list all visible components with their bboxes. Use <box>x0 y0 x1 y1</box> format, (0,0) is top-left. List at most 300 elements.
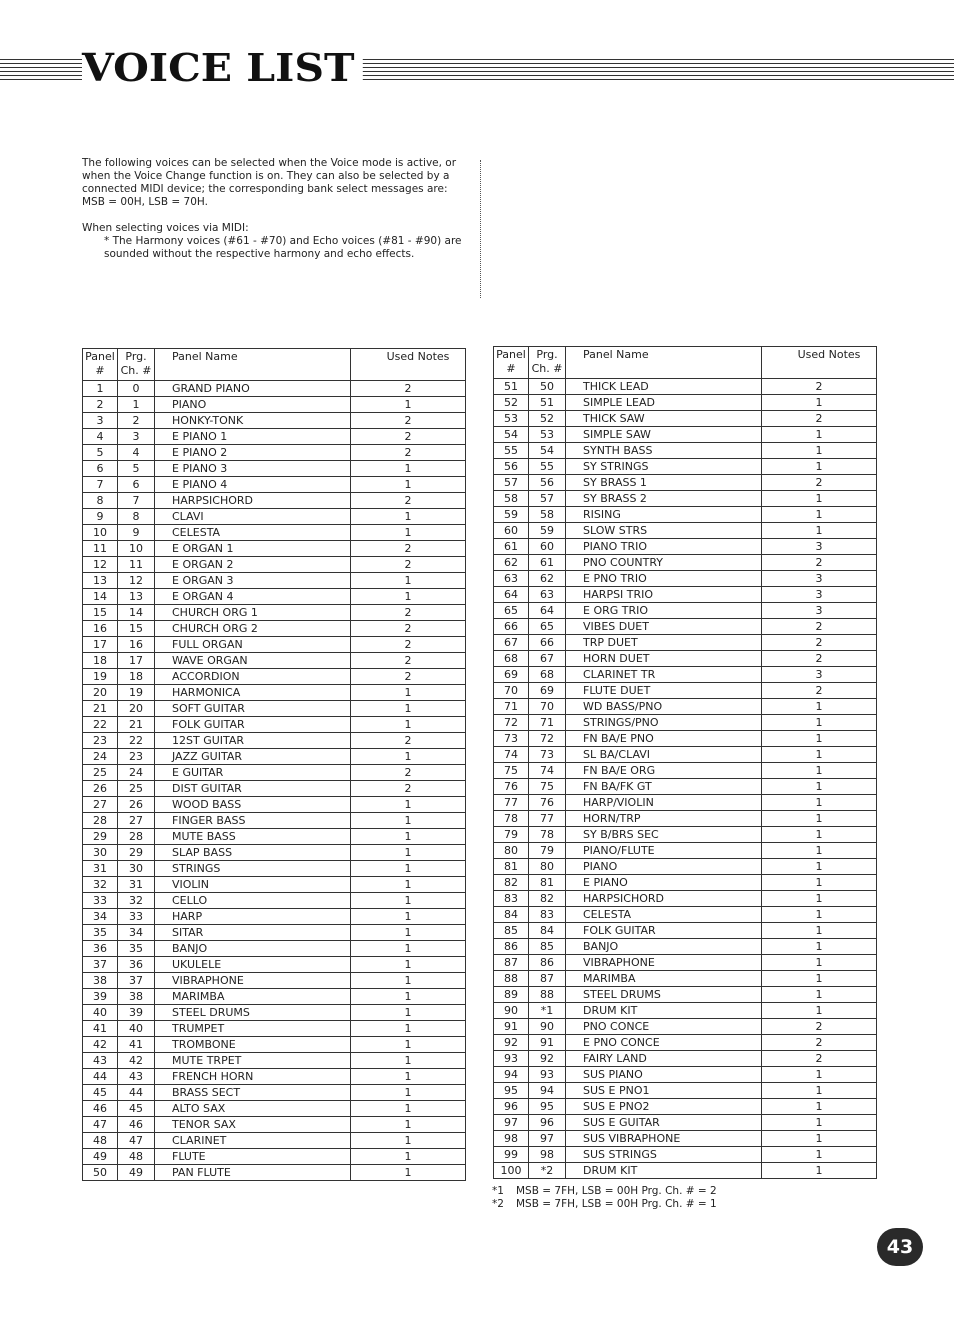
cell-prg-channel: 5 <box>118 461 155 477</box>
cell-used-notes: 1 <box>762 779 877 795</box>
table-row <box>494 475 877 491</box>
cell-prg-channel: 28 <box>118 829 155 845</box>
cell-panel-name: STEEL DRUMS <box>155 1005 351 1021</box>
cell-used-notes: 1 <box>351 861 466 877</box>
cell-panel-number: 69 <box>494 667 529 683</box>
cell-panel-number: 51 <box>494 379 529 395</box>
cell-panel-name: ALTO SAX <box>155 1101 351 1117</box>
cell-prg-channel: 42 <box>118 1053 155 1069</box>
cell-panel-number: 48 <box>83 1133 118 1149</box>
cell-panel-name: E PIANO <box>566 875 762 891</box>
table-row <box>494 523 877 539</box>
cell-panel-number: 60 <box>494 523 529 539</box>
cell-panel-name: E PNO TRIO <box>566 571 762 587</box>
cell-prg-channel: 45 <box>118 1101 155 1117</box>
table-row <box>494 843 877 859</box>
table-row <box>494 699 877 715</box>
table-row <box>83 925 466 941</box>
cell-panel-number: 62 <box>494 555 529 571</box>
header-used-notes: Used Notes <box>351 349 466 381</box>
table-row <box>83 701 466 717</box>
cell-prg-channel: 1 <box>118 397 155 413</box>
cell-panel-name: SUS E GUITAR <box>566 1115 762 1131</box>
table-row <box>83 1053 466 1069</box>
table-row <box>494 555 877 571</box>
cell-used-notes: 1 <box>351 909 466 925</box>
table-row <box>494 1003 877 1019</box>
cell-used-notes: 1 <box>762 987 877 1003</box>
table-row <box>83 845 466 861</box>
cell-panel-number: 29 <box>83 829 118 845</box>
cell-panel-number: 12 <box>83 557 118 573</box>
cell-used-notes: 1 <box>351 397 466 413</box>
cell-prg-channel: *1 <box>529 1003 566 1019</box>
cell-panel-name: SY STRINGS <box>566 459 762 475</box>
table-row <box>83 1133 466 1149</box>
cell-panel-name: CELLO <box>155 893 351 909</box>
cell-prg-channel: 35 <box>118 941 155 957</box>
cell-panel-name: E ORGAN 2 <box>155 557 351 573</box>
table-row <box>83 461 466 477</box>
cell-prg-channel: 88 <box>529 987 566 1003</box>
cell-prg-channel: 47 <box>118 1133 155 1149</box>
cell-prg-channel: 68 <box>529 667 566 683</box>
cell-prg-channel: 30 <box>118 861 155 877</box>
cell-panel-number: 11 <box>83 541 118 557</box>
cell-panel-number: 82 <box>494 875 529 891</box>
footnote-mark: *1 <box>492 1185 504 1197</box>
cell-prg-channel: 74 <box>529 763 566 779</box>
table-row <box>83 685 466 701</box>
cell-prg-channel: 92 <box>529 1051 566 1067</box>
cell-prg-channel: 3 <box>118 429 155 445</box>
cell-used-notes: 1 <box>351 525 466 541</box>
cell-prg-channel: 12 <box>118 573 155 589</box>
table-row <box>494 891 877 907</box>
cell-used-notes: 1 <box>351 1117 466 1133</box>
cell-used-notes: 1 <box>762 1099 877 1115</box>
header-prg: Prg. Ch. # <box>529 347 566 379</box>
cell-panel-number: 85 <box>494 923 529 939</box>
cell-used-notes: 1 <box>762 731 877 747</box>
cell-used-notes: 2 <box>351 541 466 557</box>
cell-panel-name: UKULELE <box>155 957 351 973</box>
table-row <box>83 413 466 429</box>
cell-panel-name: E ORGAN 4 <box>155 589 351 605</box>
cell-used-notes: 3 <box>762 571 877 587</box>
cell-panel-name: CLAVI <box>155 509 351 525</box>
footnote-2 <box>492 1198 717 1211</box>
table-row <box>494 379 877 395</box>
cell-panel-number: 94 <box>494 1067 529 1083</box>
cell-used-notes: 2 <box>762 1051 877 1067</box>
cell-used-notes: 1 <box>762 891 877 907</box>
footnote-1 <box>492 1185 717 1198</box>
cell-panel-name: HARPSICHORD <box>566 891 762 907</box>
cell-prg-channel: 72 <box>529 731 566 747</box>
cell-prg-channel: 21 <box>118 717 155 733</box>
voice-table-left <box>82 348 466 1181</box>
cell-panel-name: TRP DUET <box>566 635 762 651</box>
cell-prg-channel: 84 <box>529 923 566 939</box>
cell-panel-name: PIANO <box>155 397 351 413</box>
cell-panel-number: 84 <box>494 907 529 923</box>
cell-used-notes: 1 <box>351 1069 466 1085</box>
cell-prg-channel: 82 <box>529 891 566 907</box>
table-row <box>494 795 877 811</box>
cell-prg-channel: 87 <box>529 971 566 987</box>
cell-used-notes: 2 <box>762 411 877 427</box>
cell-panel-number: 52 <box>494 395 529 411</box>
cell-used-notes: 1 <box>762 1163 877 1179</box>
cell-panel-number: 21 <box>83 701 118 717</box>
cell-prg-channel: 37 <box>118 973 155 989</box>
cell-panel-number: 37 <box>83 957 118 973</box>
table-row <box>494 779 877 795</box>
cell-panel-name: THICK SAW <box>566 411 762 427</box>
cell-prg-channel: 61 <box>529 555 566 571</box>
cell-used-notes: 1 <box>351 1101 466 1117</box>
cell-panel-name: SOFT GUITAR <box>155 701 351 717</box>
cell-panel-number: 8 <box>83 493 118 509</box>
table-row <box>83 493 466 509</box>
cell-prg-channel: 86 <box>529 955 566 971</box>
table-row <box>83 829 466 845</box>
cell-used-notes: 2 <box>351 413 466 429</box>
cell-prg-channel: 60 <box>529 539 566 555</box>
table-row <box>83 573 466 589</box>
cell-prg-channel: 80 <box>529 859 566 875</box>
table-row <box>83 717 466 733</box>
cell-panel-name: PIANO TRIO <box>566 539 762 555</box>
cell-prg-channel: 25 <box>118 781 155 797</box>
table-row <box>83 669 466 685</box>
cell-used-notes: 1 <box>762 523 877 539</box>
cell-used-notes: 1 <box>762 459 877 475</box>
cell-used-notes: 2 <box>762 1035 877 1051</box>
cell-panel-number: 55 <box>494 443 529 459</box>
cell-panel-name: SY B/BRS SEC <box>566 827 762 843</box>
cell-panel-name: HORN/TRP <box>566 811 762 827</box>
cell-panel-number: 59 <box>494 507 529 523</box>
cell-panel-name: HORN DUET <box>566 651 762 667</box>
cell-panel-number: 49 <box>83 1149 118 1165</box>
cell-panel-number: 96 <box>494 1099 529 1115</box>
cell-prg-channel: 11 <box>118 557 155 573</box>
cell-panel-number: 90 <box>494 1003 529 1019</box>
cell-prg-channel: 77 <box>529 811 566 827</box>
cell-used-notes: 1 <box>762 715 877 731</box>
cell-used-notes: 2 <box>351 781 466 797</box>
table-row <box>494 1163 877 1179</box>
cell-panel-number: 65 <box>494 603 529 619</box>
cell-used-notes: 2 <box>351 381 466 397</box>
cell-panel-name: FN BA/FK GT <box>566 779 762 795</box>
cell-panel-name: BANJO <box>566 939 762 955</box>
cell-panel-name: PIANO/FLUTE <box>566 843 762 859</box>
table-row <box>494 955 877 971</box>
cell-panel-number: 70 <box>494 683 529 699</box>
cell-panel-number: 67 <box>494 635 529 651</box>
table-row <box>83 973 466 989</box>
cell-panel-name: SL BA/CLAVI <box>566 747 762 763</box>
table-row <box>494 1147 877 1163</box>
cell-panel-number: 47 <box>83 1117 118 1133</box>
cell-panel-name: ACCORDION <box>155 669 351 685</box>
cell-panel-name: MUTE BASS <box>155 829 351 845</box>
cell-prg-channel: 50 <box>529 379 566 395</box>
cell-panel-name: E ORGAN 3 <box>155 573 351 589</box>
table-row <box>494 443 877 459</box>
table-row <box>494 619 877 635</box>
cell-used-notes: 1 <box>762 811 877 827</box>
cell-panel-name: FOLK GUITAR <box>155 717 351 733</box>
table-row <box>494 875 877 891</box>
cell-used-notes: 1 <box>351 509 466 525</box>
cell-prg-channel: 79 <box>529 843 566 859</box>
cell-panel-name: FLUTE <box>155 1149 351 1165</box>
cell-panel-number: 31 <box>83 861 118 877</box>
cell-panel-number: 39 <box>83 989 118 1005</box>
cell-panel-number: 1 <box>83 381 118 397</box>
cell-used-notes: 1 <box>762 747 877 763</box>
table-row <box>83 1037 466 1053</box>
cell-prg-channel: 10 <box>118 541 155 557</box>
cell-prg-channel: 23 <box>118 749 155 765</box>
cell-panel-number: 73 <box>494 731 529 747</box>
cell-prg-channel: *2 <box>529 1163 566 1179</box>
cell-used-notes: 2 <box>762 555 877 571</box>
cell-panel-name: E PNO CONCE <box>566 1035 762 1051</box>
cell-panel-number: 93 <box>494 1051 529 1067</box>
cell-prg-channel: 62 <box>529 571 566 587</box>
cell-prg-channel: 19 <box>118 685 155 701</box>
table-row <box>83 909 466 925</box>
cell-prg-channel: 31 <box>118 877 155 893</box>
cell-panel-number: 91 <box>494 1019 529 1035</box>
cell-panel-name: PIANO <box>566 859 762 875</box>
cell-panel-number: 50 <box>83 1165 118 1181</box>
table-row <box>494 539 877 555</box>
cell-panel-name: SUS VIBRAPHONE <box>566 1131 762 1147</box>
cell-panel-name: SITAR <box>155 925 351 941</box>
cell-used-notes: 1 <box>351 1165 466 1181</box>
cell-panel-name: CHURCH ORG 2 <box>155 621 351 637</box>
table-row <box>83 1085 466 1101</box>
cell-used-notes: 1 <box>351 989 466 1005</box>
cell-panel-number: 92 <box>494 1035 529 1051</box>
cell-panel-name: STRINGS/PNO <box>566 715 762 731</box>
cell-panel-number: 89 <box>494 987 529 1003</box>
cell-prg-channel: 94 <box>529 1083 566 1099</box>
table-row <box>83 797 466 813</box>
cell-panel-number: 4 <box>83 429 118 445</box>
cell-panel-name: BANJO <box>155 941 351 957</box>
table-row <box>494 811 877 827</box>
table-row <box>83 477 466 493</box>
cell-used-notes: 1 <box>762 1131 877 1147</box>
intro-text <box>82 157 467 261</box>
cell-used-notes: 3 <box>762 587 877 603</box>
table-row <box>494 411 877 427</box>
table-row <box>494 1131 877 1147</box>
cell-prg-channel: 39 <box>118 1005 155 1021</box>
cell-used-notes: 2 <box>351 637 466 653</box>
cell-panel-name: HARMONICA <box>155 685 351 701</box>
cell-prg-channel: 27 <box>118 813 155 829</box>
table-row <box>494 587 877 603</box>
cell-panel-number: 16 <box>83 621 118 637</box>
table-row <box>83 813 466 829</box>
cell-prg-channel: 8 <box>118 509 155 525</box>
cell-prg-channel: 97 <box>529 1131 566 1147</box>
cell-used-notes: 1 <box>351 877 466 893</box>
cell-panel-name: HARPSI TRIO <box>566 587 762 603</box>
cell-prg-channel: 67 <box>529 651 566 667</box>
cell-panel-name: MARIMBA <box>155 989 351 1005</box>
table-row <box>83 1165 466 1181</box>
footnotes <box>492 1185 717 1211</box>
table-row <box>494 459 877 475</box>
cell-used-notes: 1 <box>351 797 466 813</box>
cell-panel-name: CELESTA <box>566 907 762 923</box>
table-row <box>494 1099 877 1115</box>
cell-used-notes: 1 <box>762 1083 877 1099</box>
cell-panel-number: 15 <box>83 605 118 621</box>
header-prg: Prg. Ch. # <box>118 349 155 381</box>
cell-used-notes: 2 <box>762 379 877 395</box>
cell-prg-channel: 29 <box>118 845 155 861</box>
table-row <box>83 877 466 893</box>
cell-panel-number: 43 <box>83 1053 118 1069</box>
cell-prg-channel: 65 <box>529 619 566 635</box>
cell-used-notes: 1 <box>762 507 877 523</box>
cell-used-notes: 1 <box>762 971 877 987</box>
cell-panel-number: 17 <box>83 637 118 653</box>
header-panel-name: Panel Name <box>155 349 351 381</box>
cell-used-notes: 2 <box>762 635 877 651</box>
cell-panel-number: 63 <box>494 571 529 587</box>
cell-prg-channel: 76 <box>529 795 566 811</box>
dotted-divider <box>480 160 481 298</box>
cell-used-notes: 2 <box>351 669 466 685</box>
cell-used-notes: 1 <box>762 827 877 843</box>
cell-panel-name: DRUM KIT <box>566 1003 762 1019</box>
table-row <box>83 1005 466 1021</box>
cell-panel-name: SIMPLE LEAD <box>566 395 762 411</box>
table-row <box>83 1101 466 1117</box>
cell-used-notes: 1 <box>762 491 877 507</box>
cell-used-notes: 1 <box>762 955 877 971</box>
table-row <box>83 765 466 781</box>
cell-used-notes: 1 <box>351 749 466 765</box>
cell-panel-name: SIMPLE SAW <box>566 427 762 443</box>
cell-panel-number: 57 <box>494 475 529 491</box>
table-row <box>83 621 466 637</box>
cell-panel-number: 58 <box>494 491 529 507</box>
cell-panel-number: 78 <box>494 811 529 827</box>
table-row <box>83 557 466 573</box>
table-row <box>83 1021 466 1037</box>
cell-panel-number: 34 <box>83 909 118 925</box>
cell-panel-name: 12ST GUITAR <box>155 733 351 749</box>
cell-used-notes: 1 <box>351 1005 466 1021</box>
cell-panel-number: 30 <box>83 845 118 861</box>
cell-prg-channel: 44 <box>118 1085 155 1101</box>
cell-panel-name: FN BA/E ORG <box>566 763 762 779</box>
cell-panel-number: 45 <box>83 1085 118 1101</box>
cell-prg-channel: 20 <box>118 701 155 717</box>
cell-used-notes: 1 <box>351 1133 466 1149</box>
cell-prg-channel: 98 <box>529 1147 566 1163</box>
cell-panel-number: 46 <box>83 1101 118 1117</box>
cell-used-notes: 2 <box>351 429 466 445</box>
table-row <box>83 1069 466 1085</box>
cell-panel-name: WOOD BASS <box>155 797 351 813</box>
cell-prg-channel: 95 <box>529 1099 566 1115</box>
cell-used-notes: 1 <box>762 859 877 875</box>
cell-used-notes: 1 <box>351 829 466 845</box>
cell-prg-channel: 26 <box>118 797 155 813</box>
cell-panel-name: CLARINET TR <box>566 667 762 683</box>
cell-panel-name: THICK LEAD <box>566 379 762 395</box>
cell-panel-name: CHURCH ORG 1 <box>155 605 351 621</box>
cell-panel-number: 77 <box>494 795 529 811</box>
cell-prg-channel: 22 <box>118 733 155 749</box>
cell-panel-number: 28 <box>83 813 118 829</box>
cell-panel-number: 10 <box>83 525 118 541</box>
cell-panel-name: E PIANO 2 <box>155 445 351 461</box>
cell-panel-name: WAVE ORGAN <box>155 653 351 669</box>
cell-panel-name: FLUTE DUET <box>566 683 762 699</box>
cell-panel-number: 20 <box>83 685 118 701</box>
cell-panel-name: SY BRASS 1 <box>566 475 762 491</box>
cell-panel-name: CLARINET <box>155 1133 351 1149</box>
cell-prg-channel: 24 <box>118 765 155 781</box>
cell-used-notes: 1 <box>351 589 466 605</box>
cell-prg-channel: 46 <box>118 1117 155 1133</box>
cell-used-notes: 1 <box>351 1021 466 1037</box>
cell-prg-channel: 55 <box>529 459 566 475</box>
cell-panel-number: 72 <box>494 715 529 731</box>
table-row <box>83 1149 466 1165</box>
harmony-echo-note: * The Harmony voices (#61 - #70) and Echo voices (#81 - #90) are sounded without the respective harmony and echo effects. <box>104 235 462 260</box>
cell-used-notes: 3 <box>762 539 877 555</box>
table-row <box>494 1083 877 1099</box>
cell-prg-channel: 51 <box>529 395 566 411</box>
cell-panel-number: 80 <box>494 843 529 859</box>
cell-prg-channel: 52 <box>529 411 566 427</box>
header-used-notes: Used Notes <box>762 347 877 379</box>
cell-prg-channel: 63 <box>529 587 566 603</box>
cell-panel-name: JAZZ GUITAR <box>155 749 351 765</box>
cell-used-notes: 1 <box>762 1115 877 1131</box>
table-row <box>494 827 877 843</box>
footnote-text: MSB = 7FH, LSB = 00H Prg. Ch. # = 1 <box>516 1198 717 1210</box>
cell-prg-channel: 57 <box>529 491 566 507</box>
cell-used-notes: 1 <box>762 699 877 715</box>
cell-panel-number: 32 <box>83 877 118 893</box>
cell-prg-channel: 73 <box>529 747 566 763</box>
cell-panel-number: 53 <box>494 411 529 427</box>
midi-selection-heading: When selecting voices via MIDI: <box>82 222 249 234</box>
table-row <box>494 747 877 763</box>
cell-used-notes: 2 <box>762 619 877 635</box>
cell-prg-channel: 64 <box>529 603 566 619</box>
cell-prg-channel: 7 <box>118 493 155 509</box>
cell-panel-name: STRINGS <box>155 861 351 877</box>
cell-used-notes: 1 <box>762 923 877 939</box>
